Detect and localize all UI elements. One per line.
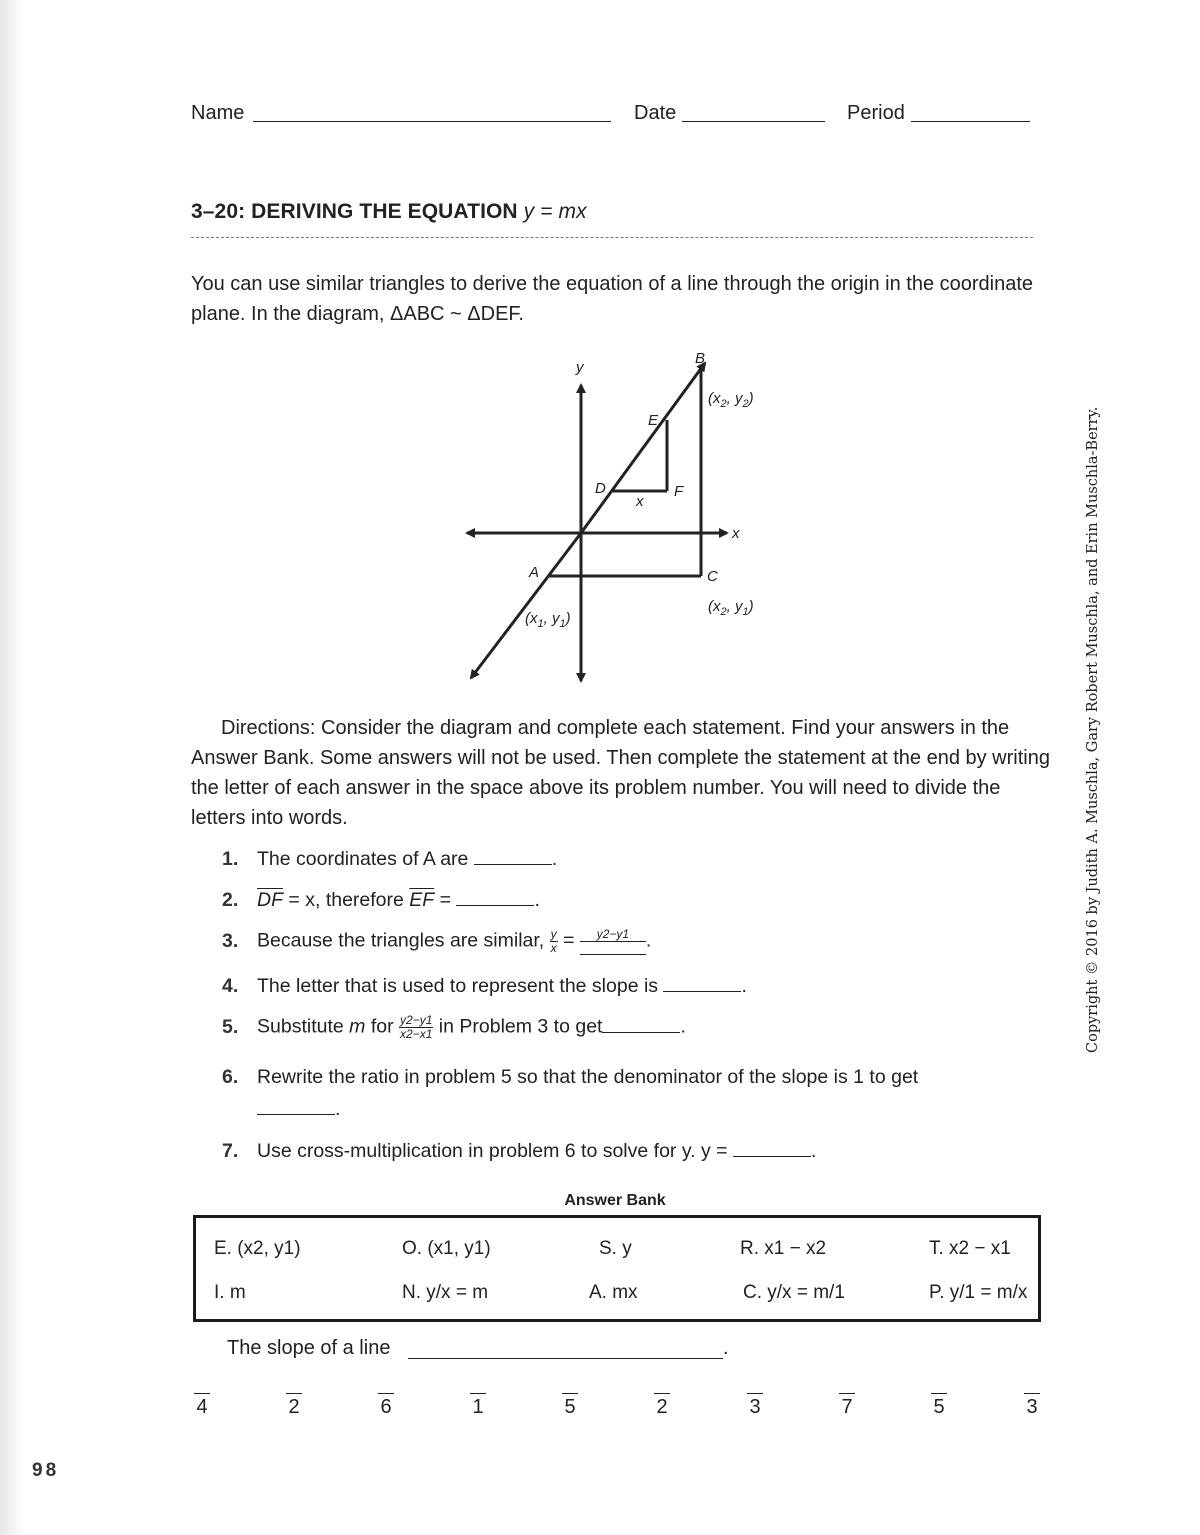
code-slot[interactable] xyxy=(931,1393,947,1419)
problem-7 xyxy=(222,1140,816,1163)
answer-blank[interactable] xyxy=(257,1100,335,1115)
answer-bank-title: Answer Bank xyxy=(564,1192,666,1209)
equals-sign: = xyxy=(563,929,575,952)
period-mark: . xyxy=(645,929,652,952)
y-axis-label: y xyxy=(576,359,584,376)
label-x-segment: x xyxy=(636,493,644,510)
answer-blank[interactable] xyxy=(474,850,552,865)
problem-text: Use cross-multiplication in problem 6 to solve for y. y = xyxy=(257,1140,728,1162)
name-label: Name xyxy=(191,102,245,124)
problem-text: The letter that is used to represent the slope is xyxy=(257,975,659,997)
answer-blank[interactable] xyxy=(663,977,741,992)
problem-6-blank-line xyxy=(257,1098,340,1121)
fraction-y-over-x xyxy=(550,928,558,955)
title-equation: y = mx xyxy=(523,200,587,223)
page-title xyxy=(191,200,587,224)
code-number: 7 xyxy=(841,1396,853,1418)
answer-bank-item: P. y/1 = m/x xyxy=(929,1282,1028,1303)
code-number: 3 xyxy=(749,1396,761,1418)
code-number: 5 xyxy=(933,1396,945,1418)
problem-number: 7. xyxy=(222,1140,239,1162)
label-F: F xyxy=(674,483,684,500)
similar-triangles-diagram xyxy=(455,345,785,690)
closing-answer-line[interactable] xyxy=(408,1358,723,1359)
code-number: 1 xyxy=(472,1396,484,1418)
directions-text xyxy=(191,713,1051,833)
directions-body: Directions: Consider the diagram and complete each statement. Find your answers in the Answer Bank. Some answers will not be used. Then complete the statement at the end by writing the letter of each answer in the space above its problem number. You will need to divide the letters into words. xyxy=(191,717,1050,829)
segment-EF-label: $\overline{EF}$ xyxy=(409,889,435,911)
answer-bank-item: C. y/x = m/1 xyxy=(743,1282,845,1303)
problem-2 xyxy=(222,889,540,912)
code-slot[interactable] xyxy=(654,1393,670,1419)
answer-blank[interactable] xyxy=(456,891,534,906)
problem-text: in Problem 3 to get xyxy=(438,1015,603,1038)
code-number: 3 xyxy=(1026,1396,1038,1418)
answer-bank-item: I. m xyxy=(214,1282,246,1303)
problem-1 xyxy=(222,848,557,871)
label-A: A xyxy=(529,564,540,581)
problem-text: = x, therefore xyxy=(288,889,404,911)
code-slot[interactable] xyxy=(747,1393,763,1419)
segment-DF-label: $\overline{DF}$ xyxy=(257,889,283,911)
answer-bank-item: R. x1 − x2 xyxy=(740,1238,827,1259)
page-number: 98 xyxy=(32,1460,60,1481)
code-slot[interactable] xyxy=(839,1393,855,1419)
problem-3 xyxy=(222,928,651,955)
code-slot[interactable] xyxy=(194,1393,210,1419)
answer-blank[interactable] xyxy=(602,1018,680,1033)
denominator: x xyxy=(550,941,557,955)
problem-number: 6. xyxy=(222,1066,239,1088)
code-slot[interactable] xyxy=(286,1393,302,1419)
denominator-blank[interactable] xyxy=(580,942,646,955)
answer-bank-box xyxy=(193,1215,1041,1322)
period-mark: . xyxy=(551,848,558,870)
fraction-blank xyxy=(580,928,646,955)
code-number: 6 xyxy=(380,1396,392,1418)
period-field-line[interactable] xyxy=(911,121,1030,122)
code-slot[interactable] xyxy=(1024,1393,1040,1419)
code-number: 2 xyxy=(288,1396,300,1418)
date-label: Date xyxy=(634,102,677,124)
numerator: y2−y1 xyxy=(400,1013,433,1027)
intro-text: You can use similar triangles to derive the equation of a line through the origin in the coordinate plane. In the diagram, ΔABC ~ ΔDEF. xyxy=(191,273,1034,325)
problem-6 xyxy=(222,1066,918,1089)
problem-text: The coordinates of A are xyxy=(257,848,469,870)
coord-A: ($x_1$, $y_1$) xyxy=(525,610,571,630)
line-through-origin-down xyxy=(471,533,581,678)
problem-text: Because the triangles are similar, xyxy=(257,929,545,952)
numerator: y2−y1 xyxy=(580,928,646,942)
period-mark: . xyxy=(741,975,747,997)
problem-text: Substitute xyxy=(257,1015,344,1038)
problem-number: 2. xyxy=(222,889,239,911)
period-mark: . xyxy=(335,1098,341,1120)
variable-m: m xyxy=(349,1015,366,1038)
date-field-line[interactable] xyxy=(682,121,825,122)
period-mark: . xyxy=(680,1015,686,1038)
label-C: C xyxy=(707,568,718,585)
answer-bank-item: N. y/x = m xyxy=(402,1282,489,1303)
title-prefix: 3–20: DERIVING THE EQUATION xyxy=(191,200,518,223)
answer-blank[interactable] xyxy=(733,1142,811,1157)
title-divider xyxy=(191,237,1033,238)
code-slot[interactable] xyxy=(470,1393,486,1419)
answer-bank-item: E. (x2, y1) xyxy=(214,1238,301,1259)
period-mark: . xyxy=(534,889,540,911)
problem-text: for xyxy=(370,1015,394,1038)
label-B: B xyxy=(695,350,706,367)
numerator: y xyxy=(550,927,557,941)
period-label: Period xyxy=(847,102,905,124)
problem-number: 3. xyxy=(222,929,239,952)
problem-number: 5. xyxy=(222,1015,239,1038)
problem-number: 1. xyxy=(222,848,239,870)
denominator: x2−x1 xyxy=(400,1027,433,1041)
answer-bank-item: T. x2 − x1 xyxy=(929,1238,1011,1259)
code-slot[interactable] xyxy=(378,1393,394,1419)
code-slot[interactable] xyxy=(562,1393,578,1419)
fraction-slope xyxy=(399,1014,433,1041)
answer-bank-item: A. mx xyxy=(589,1282,638,1303)
equals-sign: = xyxy=(439,889,452,911)
problem-4 xyxy=(222,975,747,998)
closing-period: . xyxy=(723,1337,729,1359)
problem-text: Rewrite the ratio in problem 5 so that the denominator of the slope is 1 to get xyxy=(257,1066,919,1088)
code-number: 5 xyxy=(564,1396,576,1418)
answer-bank-item: S. y xyxy=(599,1238,632,1259)
code-number: 4 xyxy=(196,1396,208,1418)
answer-bank-item: O. (x1, y1) xyxy=(402,1238,491,1259)
coord-B: ($x_2$, $y_2$) xyxy=(708,390,754,410)
name-field-line[interactable] xyxy=(253,121,611,122)
page-edge-shadow xyxy=(0,0,24,1535)
label-D: D xyxy=(595,480,606,497)
copyright-notice: Copyright © 2016 by Judith A. Muschla, Gary Robert Muschla, and Erin Muschla-Berry. xyxy=(1085,406,1101,1053)
x-axis-label: x xyxy=(732,525,740,542)
closing-statement: The slope of a line xyxy=(227,1337,391,1359)
coord-C: ($x_2$, $y_1$) xyxy=(708,598,754,618)
problem-number: 4. xyxy=(222,975,239,997)
label-E: E xyxy=(648,412,659,429)
period-mark: . xyxy=(810,1140,817,1162)
problem-5 xyxy=(222,1014,686,1041)
code-number: 2 xyxy=(656,1396,668,1418)
